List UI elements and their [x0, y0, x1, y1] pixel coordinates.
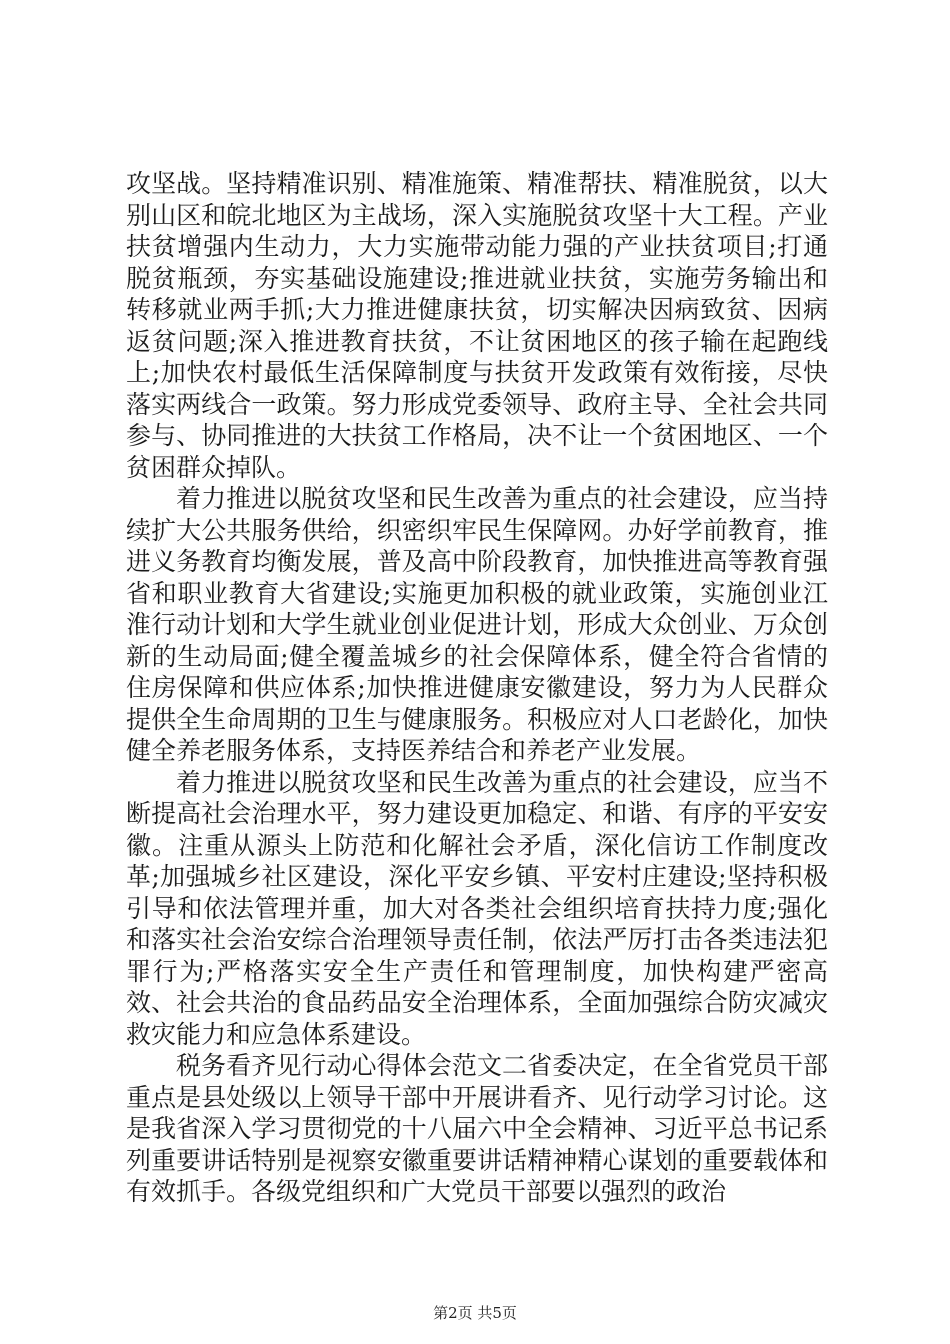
paragraph-3: 着力推进以脱贫攻坚和民生改善为重点的社会建设，应当不断提高社会治理水平，努力建设更加稳定、和谐、有序的平安安徽。注重从源头上防范和化解社会矛盾，深化信访工作制度改革;加强城乡社区建设，深化平安乡镇、平安村庄建设;坚持积极引导和依法管理并重，加大对各类社会组织培育扶持力度;强化和落实社会治安综合治理领导责任制，依法严厉打击各类违法犯罪行为;严格落实安全生产责任和管理制度，加快构建严密高效、社会共治的食品药品安全治理体系，全面加强综合防灾减灾救灾能力和应急体系建设。 [126, 767, 828, 1049]
paragraph-1: 攻坚战。坚持精准识别、精准施策、精准帮扶、精准脱贫，以大别山区和皖北地区为主战场，深入实施脱贫攻坚十大工程。产业扶贫增强内生动力，大力实施带动能力强的产业扶贫项目;打通脱贫瓶颈，夯实基础设施建设;推进就业扶贫，实施劳务输出和转移就业两手抓;大力推进健康扶贫，切实解决因病致贫、因病返贫问题;深入推进教育扶贫，不让贫困地区的孩子输在起跑线上;加快农村最低生活保障制度与扶贫开发政策有效衔接，尽快落实两线合一政策。努力形成党委领导、政府主导、全社会共同参与、协同推进的大扶贫工作格局，决不让一个贫困地区、一个贫困群众掉队。 [126, 169, 828, 482]
paragraph-4: 税务看齐见行动心得体会范文二省委决定，在全省党员干部重点是县处级以上领导干部中开展讲看齐、见行动学习讨论。这是我省深入学习贯彻党的十八届六中全会精神、习近平总书记系列重要讲话特别是视察安徽重要讲话精神精心谋划的重要载体和有效抓手。各级党组织和广大党员干部要以强烈的政治 [126, 1051, 828, 1206]
paragraph-2: 着力推进以脱贫攻坚和民生改善为重点的社会建设，应当持续扩大公共服务供给，织密织牢民生保障网。办好学前教育，推进义务教育均衡发展，普及高中阶段教育，加快推进高等教育强省和职业教育大省建设;实施更加积极的就业政策，实施创业江淮行动计划和大学生就业创业促进计划，形成大众创业、万众创新的生动局面;健全覆盖城乡的社会保障体系，健全符合省情的住房保障和供应体系;加快推进健康安徽建设，努力为人民群众提供全生命周期的卫生与健康服务。积极应对人口老龄化，加快健全养老服务体系，支持医养结合和养老产业发展。 [126, 484, 828, 765]
document-body [126, 168, 828, 1208]
page-number-footer: 第2页 共5页 [433, 1304, 517, 1322]
